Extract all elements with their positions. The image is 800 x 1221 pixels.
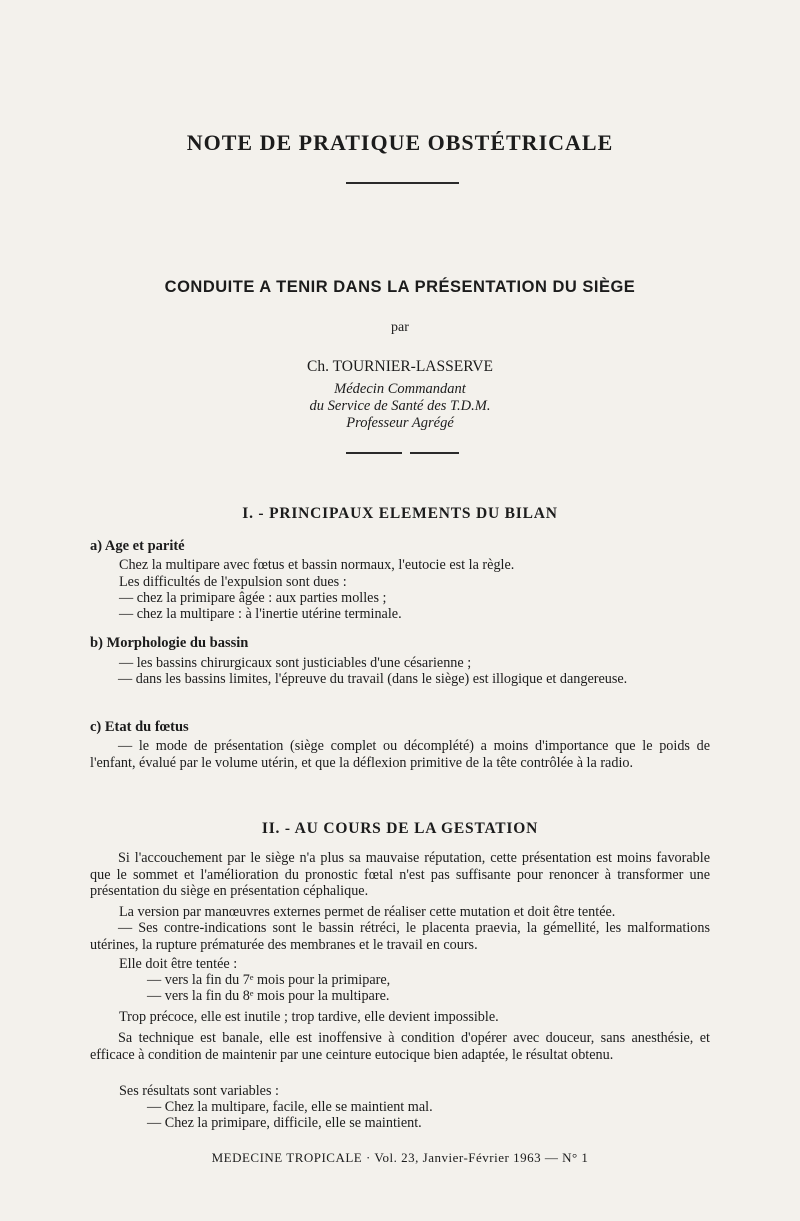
paragraph-line: La version par manœuvres externes permet de réaliser cette mutation et doit être tentée. xyxy=(119,904,616,920)
paragraph xyxy=(90,671,710,688)
page-title: NOTE DE PRATIQUE OBSTÉTRICALE xyxy=(186,130,614,155)
paragraph-line: — chez la multipare : à l'inertie utérine terminale. xyxy=(119,606,402,622)
subsection-heading-c: c) Etat du fœtus xyxy=(90,719,189,735)
paragraph-text: — le mode de présentation (siège complet ou décomplété) a moins d'importance que le poids de l'enfant, évalué par le volume utérin, et que la déflexion primitive de la tête contrôlée à la radio. xyxy=(90,738,710,771)
paragraph-line: Elle doit être tentée : xyxy=(119,956,238,972)
author-affiliation-1: Médecin Commandant xyxy=(334,381,466,397)
subsection-heading-b: b) Morphologie du bassin xyxy=(90,635,249,651)
paragraph-text: — Ses contre-indications sont le bassin rétréci, le placenta praevia, la gémellité, les malformations utérines, la rupture prématurée des membranes et le travail en cours. xyxy=(90,920,710,953)
paragraph-line: — vers la fin du 8ᵉ mois pour la multipare. xyxy=(147,988,390,1004)
paragraph xyxy=(90,920,710,953)
paragraph-text: — dans les bassins limites, l'épreuve du travail (dans le siège) est illogique et dangereuse. xyxy=(118,671,628,687)
paragraph-line: — Chez la primipare, difficile, elle se maintient. xyxy=(147,1115,422,1131)
paragraph-line: Les difficultés de l'expulsion sont dues : xyxy=(119,574,347,590)
journal-footer: MEDECINE TROPICALE · Vol. 23, Janvier-Février 1963 — N° 1 xyxy=(211,1150,589,1165)
section-heading-1: I. - PRINCIPAUX ELEMENTS DU BILAN xyxy=(242,505,558,522)
article-title: CONDUITE A TENIR DANS LA PRÉSENTATION DU SIÈGE xyxy=(164,278,636,296)
paragraph-line: — vers la fin du 7ᵉ mois pour la primipare, xyxy=(147,972,391,988)
paragraph-line: Trop précoce, elle est inutile ; trop tardive, elle devient impossible. xyxy=(119,1009,499,1025)
by-line: par xyxy=(391,320,409,335)
title-rule xyxy=(346,182,459,184)
paragraph xyxy=(90,850,710,900)
section-heading-2: II. - AU COURS DE LA GESTATION xyxy=(261,820,539,837)
paragraph-line: — Chez la multipare, facile, elle se maintient mal. xyxy=(147,1099,433,1115)
paragraph-line: Chez la multipare avec fœtus et bassin normaux, l'eutocie est la règle. xyxy=(119,557,515,573)
paragraph-line: Ses résultats sont variables : xyxy=(119,1083,279,1099)
subsection-heading-a: a) Age et parité xyxy=(90,538,185,554)
paragraph xyxy=(90,1030,710,1063)
paragraph xyxy=(90,738,710,771)
paragraph-line: — les bassins chirurgicaux sont justiciables d'une césarienne ; xyxy=(119,655,472,671)
paragraph-text: Sa technique est banale, elle est inoffensive à condition d'opérer avec douceur, sans anesthésie, et efficace à condition de maintenir par une ceinture eutocique bien adaptée, le résultat obtenu. xyxy=(90,1030,710,1063)
author-affiliation-3: Professeur Agrégé xyxy=(346,415,454,431)
author-affiliation-2: du Service de Santé des T.D.M. xyxy=(309,398,491,414)
author-name: Ch. TOURNIER-LASSERVE xyxy=(307,358,493,375)
author-rule-right xyxy=(410,452,459,454)
paragraph-text: Si l'accouchement par le siège n'a plus sa mauvaise réputation, cette présentation est moins favorable que le sommet et l'amélioration du pronostic fœtal n'est pas suffisante pour renoncer à transformer une présentation du siège en présentation céphalique. xyxy=(90,850,710,899)
paragraph-line: — chez la primipare âgée : aux parties molles ; xyxy=(119,590,387,606)
author-rule-left xyxy=(346,452,402,454)
